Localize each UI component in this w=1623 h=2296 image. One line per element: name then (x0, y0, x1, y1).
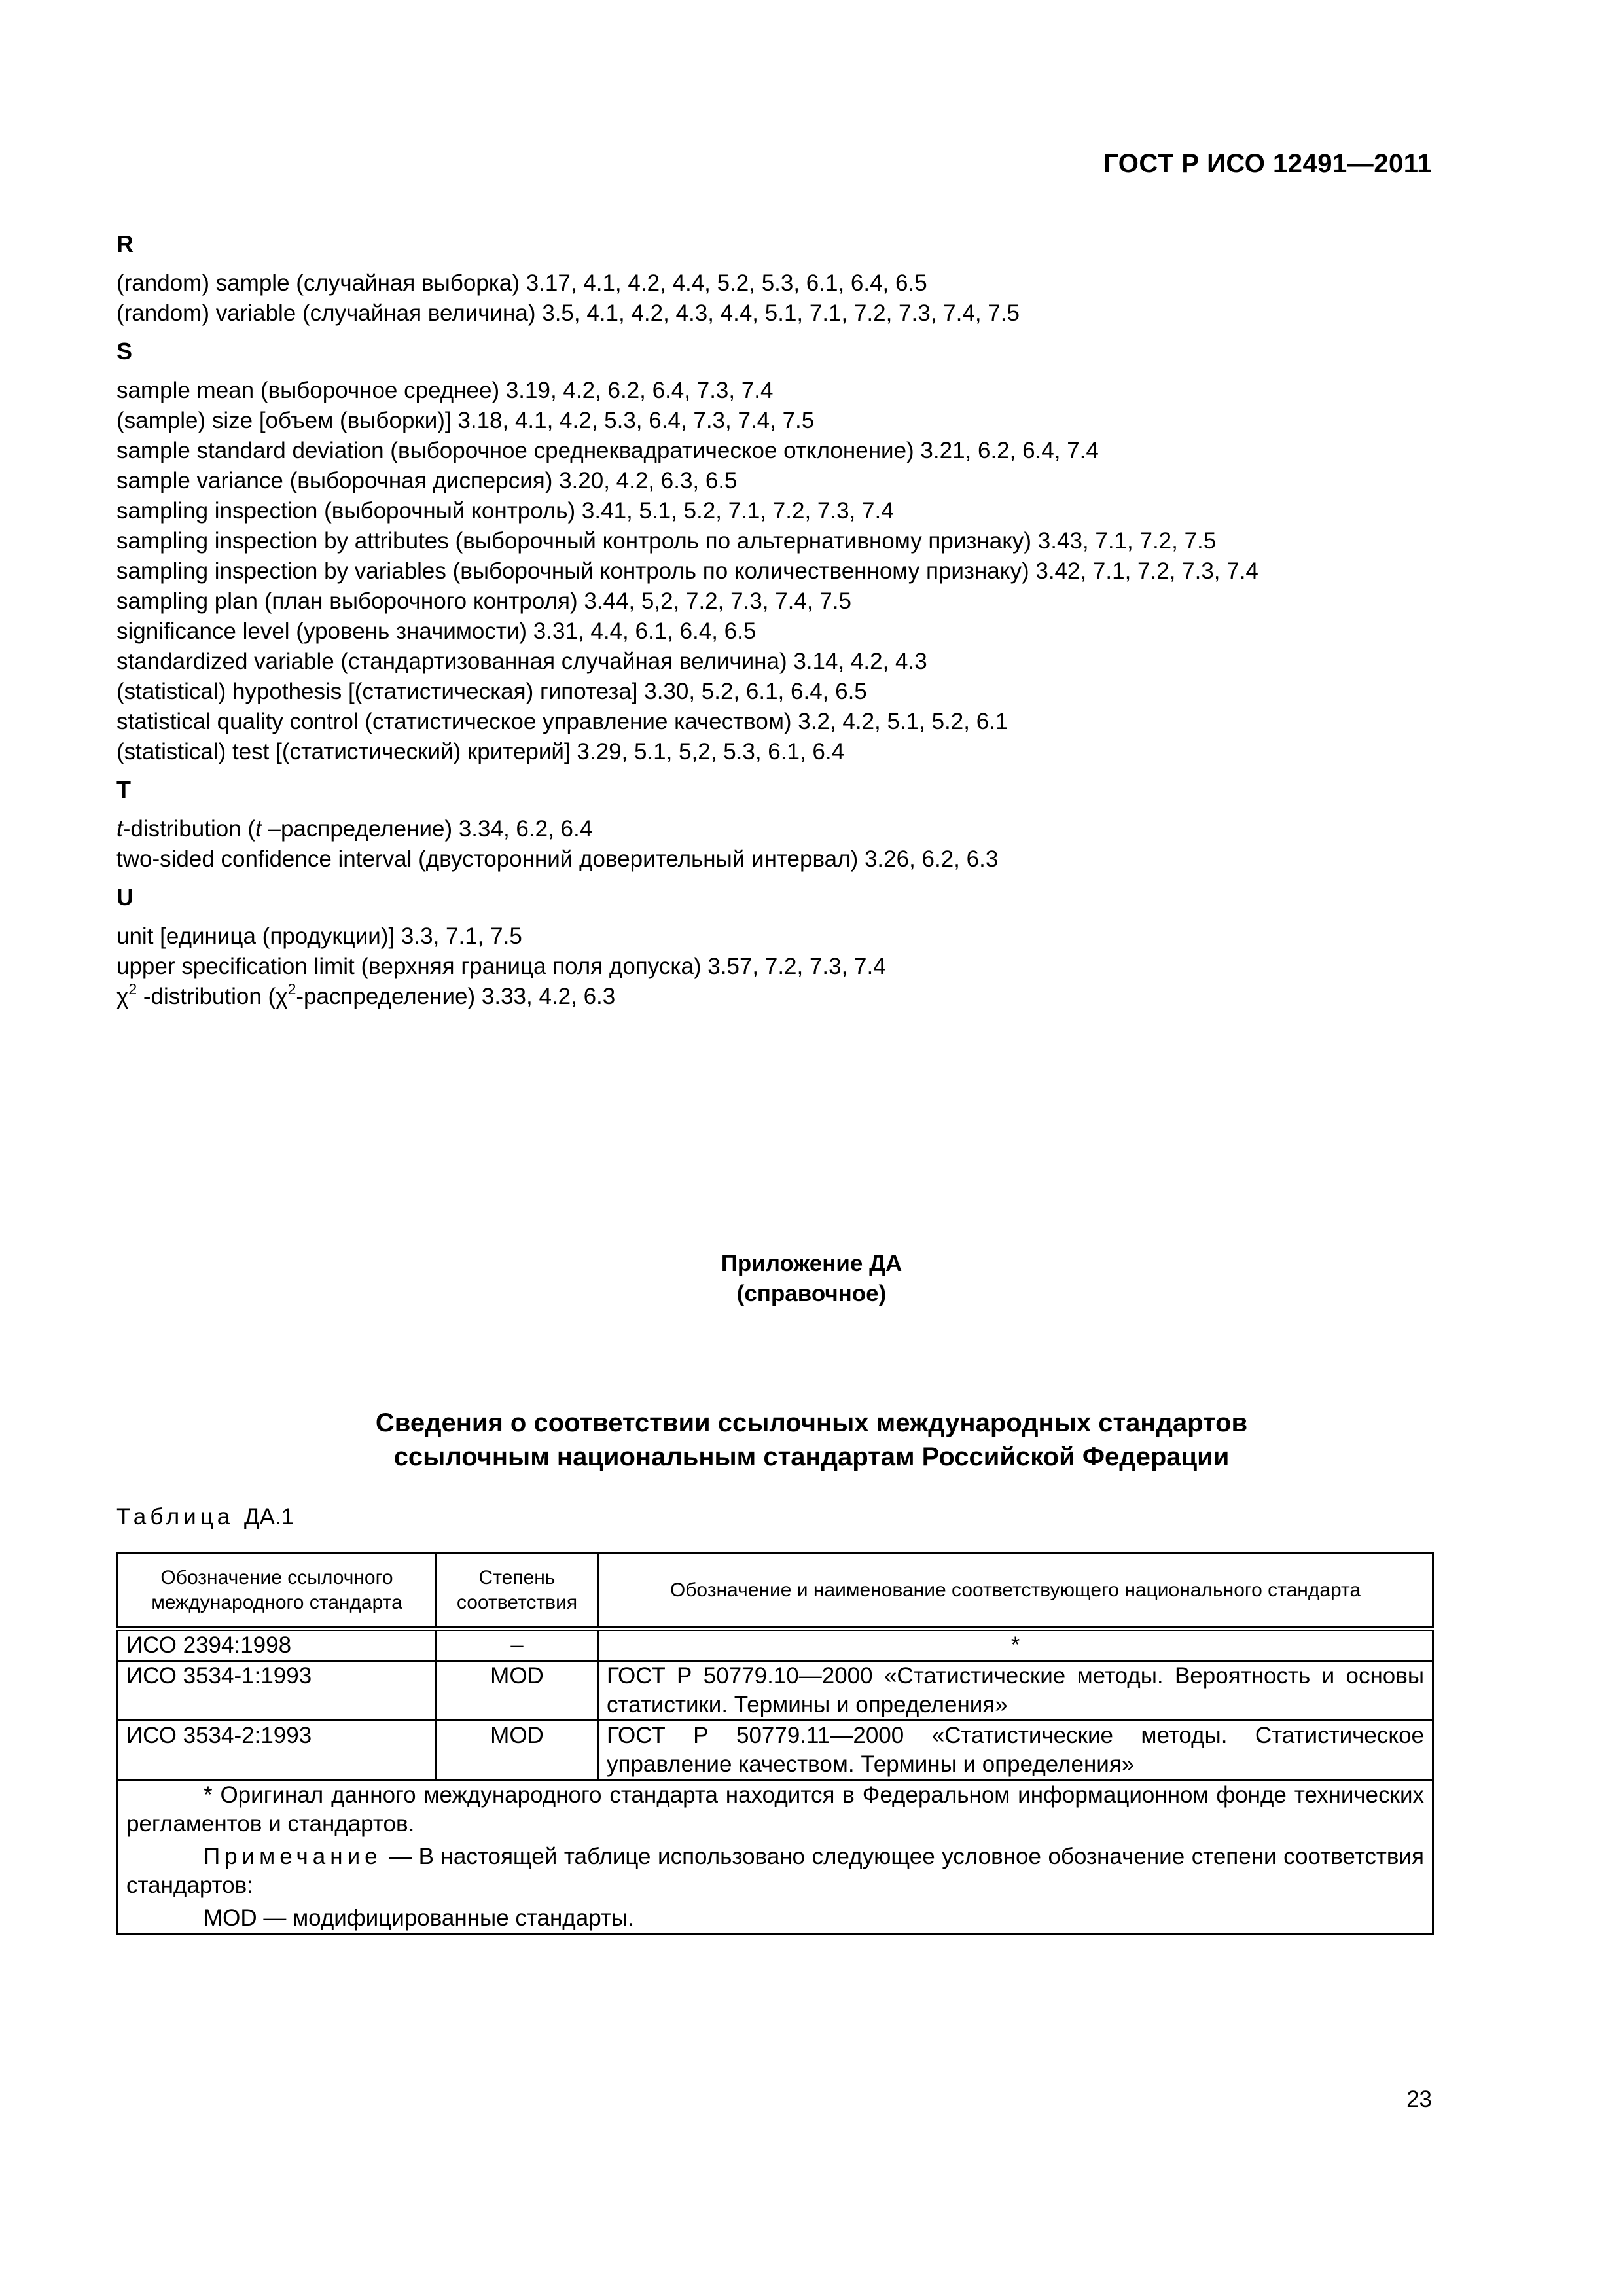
entry-text: -distribution ( (122, 816, 256, 842)
entry-text: -distribution (χ (137, 984, 288, 1009)
table-label (116, 1504, 294, 1530)
index-entry: standardized variable (стандартизованная случайная величина) 3.14, 4.2, 4.3 (116, 649, 927, 674)
section-title-line-1: Сведения о соответствии ссылочных международных стандартов (375, 1408, 1248, 1437)
cell-intl-code: ИСО 3534-2:1993 (118, 1721, 437, 1780)
index-entry: sampling inspection (выборочный контроль) 3.41, 5.1, 5.2, 7.1, 7.2, 7.3, 7.4 (116, 498, 894, 524)
table-row (118, 1661, 1433, 1721)
italic-t: t (255, 816, 262, 842)
index-entry: (statistical) hypothesis [(статистическая) гипотеза] 3.30, 5.2, 6.1, 6.4, 6.5 (116, 679, 867, 704)
index-entry: statistical quality control (статистическое управление качеством) 3.2, 4.2, 5.1, 5.2, 6.1 (116, 709, 1008, 734)
index-entry: two-sided confidence interval (двусторонний доверительный интервал) 3.26, 6.2, 6.3 (116, 846, 999, 872)
table-row (118, 1629, 1433, 1661)
index-letter-t: T (116, 776, 131, 803)
cell-national: ГОСТ Р 50779.10—2000 «Статистические методы. Вероятность и основы статистики. Термины и определения» (598, 1661, 1433, 1721)
index-entry: sample variance (выборочная дисперсия) 3.20, 4.2, 6.3, 6.5 (116, 468, 738, 493)
entry-text: -распределение) 3.33, 4.2, 6.3 (296, 984, 616, 1009)
correspondence-table (116, 1552, 1434, 1935)
cell-degree: MOD (437, 1721, 598, 1780)
table-footnote: * Оригинал данного международного стандарта находится в Федеральном информационном фонде технических регламентов и стандартов. (126, 1782, 1424, 1837)
table-header-row (118, 1554, 1433, 1629)
term-index (116, 229, 1438, 1012)
superscript: 2 (287, 980, 296, 998)
column-header-national-standard: Обозначение и наименование соответствующего национального стандарта (598, 1554, 1433, 1629)
table-notes (118, 1780, 1433, 1934)
index-letter-r: R (116, 230, 134, 257)
index-entry: sample mean (выборочное среднее) 3.19, 4.2, 6.2, 6.4, 7.3, 7.4 (116, 378, 774, 403)
section-title (0, 1406, 1623, 1474)
cell-national: * (598, 1629, 1433, 1661)
table-label-number: ДА.1 (243, 1504, 294, 1530)
index-entry: sampling plan (план выборочного контроля) 3.44, 5,2, 7.2, 7.3, 7.4, 7.5 (116, 588, 851, 614)
note-mod-definition: MOD — модифицированные стандарты. (204, 1905, 634, 1931)
index-entry: sampling inspection by attributes (выборочный контроль по альтернативному признаку) 3.43, 7.1, 7.2, 7.5 (116, 528, 1217, 554)
table-row (118, 1721, 1433, 1780)
index-entry: (random) variable (случайная величина) 3.5, 4.1, 4.2, 4.3, 4.4, 5.1, 7.1, 7.2, 7.3, 7.4, 7.5 (116, 300, 1020, 326)
table-label-word: Таблица (116, 1504, 234, 1530)
table-note (126, 1842, 1424, 1900)
index-entry: significance level (уровень значимости) 3.31, 4.4, 6.1, 6.4, 6.5 (116, 619, 757, 644)
index-letter-u: U (116, 884, 134, 910)
cell-degree: – (437, 1629, 598, 1661)
column-header-intl-standard: Обозначение ссылочного международного стандарта (118, 1554, 437, 1629)
cell-degree: MOD (437, 1661, 598, 1721)
column-header-degree: Степень соответствия (437, 1554, 598, 1629)
appendix-subtitle: (справочное) (736, 1281, 887, 1306)
superscript: 2 (128, 980, 137, 998)
cell-intl-code: ИСО 3534-1:1993 (118, 1661, 437, 1721)
appendix-heading (0, 1249, 1623, 1309)
page-number: 23 (1406, 2087, 1432, 2112)
note-label: Примечание (204, 1844, 382, 1869)
cell-national: ГОСТ Р 50779.11—2000 «Статистические методы. Статистическое управление качеством. Термины и определения» (598, 1721, 1433, 1780)
index-entry: (sample) size [объем (выборки)] 3.18, 4.1, 4.2, 5.3, 6.4, 7.3, 7.4, 7.5 (116, 408, 815, 433)
index-entry-chi-square (116, 982, 1438, 1012)
note-text: — В настоящей таблице использовано следующее условное обозначение степени соответствия стандартов: (126, 1844, 1424, 1898)
index-entry-t-distribution (116, 814, 1438, 844)
section-title-line-2: ссылочным национальным стандартам Российской Федерации (393, 1443, 1230, 1471)
cell-intl-code: ИСО 2394:1998 (118, 1629, 437, 1661)
index-entry: unit [единица (продукции)] 3.3, 7.1, 7.5 (116, 924, 522, 949)
table-notes-row (118, 1780, 1433, 1934)
index-entry: upper specification limit (верхняя граница поля допуска) 3.57, 7.2, 7.3, 7.4 (116, 954, 886, 979)
index-entry: (random) sample (случайная выборка) 3.17, 4.1, 4.2, 4.4, 5.2, 5.3, 6.1, 6.4, 6.5 (116, 270, 927, 296)
index-letter-s: S (116, 338, 133, 365)
index-entry: sample standard deviation (выборочное среднеквадратическое отклонение) 3.21, 6.2, 6.4, 7.4 (116, 438, 1099, 463)
entry-text: –распределение) 3.34, 6.2, 6.4 (261, 816, 593, 842)
chi-symbol: χ (116, 984, 129, 1009)
index-entry: sampling inspection by variables (выборочный контроль по количественному признаку) 3.42, 7.1, 7.2, 7.3, 7.4 (116, 558, 1258, 584)
appendix-title: Приложение ДА (721, 1251, 902, 1276)
document-code: ГОСТ Р ИСО 12491—2011 (1103, 149, 1432, 178)
italic-t: t (116, 816, 123, 842)
index-entry: (statistical) test [(статистический) критерий] 3.29, 5.1, 5,2, 5.3, 6.1, 6.4 (116, 739, 845, 764)
